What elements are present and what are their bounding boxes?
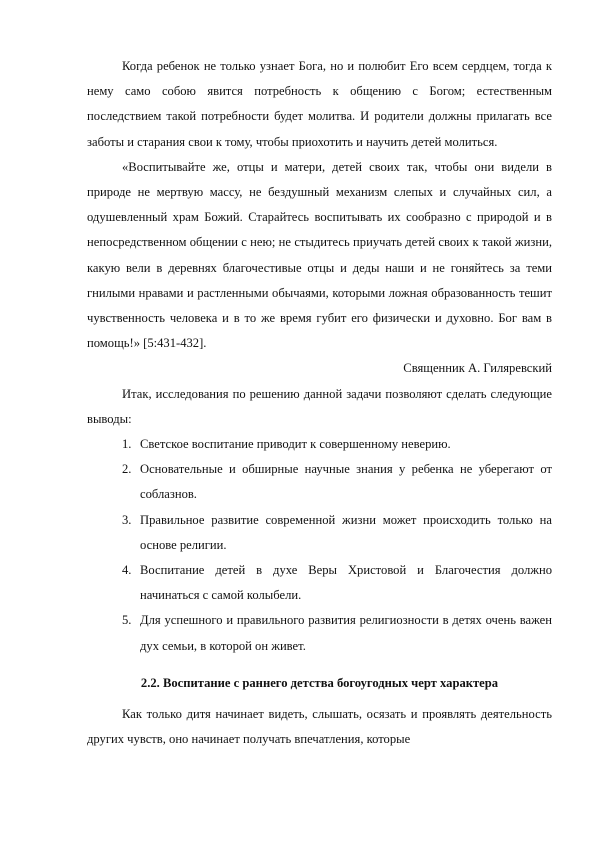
list-item: [87, 558, 552, 608]
list-item: [87, 508, 552, 558]
paragraph-prayer: Когда ребенок не только узнает Бога, но и полюбит Его всем сердцем, тогда к нему само собою явится потребность к общению с Богом; естественным последствием такой потребности будет молитва. И родители должны прилагать все заботы и старания свои к тому, чтобы приохотить и научить детей молиться.: [87, 59, 552, 149]
list-item-text: Основательные и обширные научные знания у ребенка не уберегают от соблазнов.: [140, 462, 552, 502]
paragraph-impressions: Как только дитя начинает видеть, слышать, осязать и проявлять деятельность других чувств, оно начинает получать впечатления, которые: [87, 707, 552, 747]
list-item: [87, 608, 552, 658]
list-item: [87, 432, 552, 457]
quote-paragraph: «Воспитывайте же, отцы и матери, детей своих так, чтобы они видели в природе не мертвую массу, не бездушный механизм слепых и случайных сил, а одушевленный храм Божий. Старайтесь воспитывать их сообразно с природой и в непосредственном общении с нею; не стыдитесь приучать детей своих к такой жизни, какую вели в деревнях благочестивые отцы и деды наши и не гоняйтесь за теми гнилыми нравами и растленными обычаями, которыми ложная образованность тешит чувственность человека и в то же время губит его физически и духовно. Бог вам в помощь!» [5:431-432].: [87, 159, 552, 351]
section-heading: 2.2. Воспитание с раннего детства богоугодных черт характера: [140, 675, 499, 690]
list-item-text: Светское воспитание приводит к совершенному неверию.: [140, 437, 451, 452]
list-item-number: 5.: [122, 613, 132, 628]
list-item-number: 3.: [122, 512, 132, 527]
list-item-number: 2.: [122, 462, 132, 477]
page-content: [87, 54, 552, 752]
list-item-number: 4.: [122, 563, 132, 578]
paragraph-conclusions-intro: Итак, исследования по решению данной задачи позволяют сделать следующие выводы:: [87, 386, 552, 426]
list-item-text: Правильное развитие современной жизни может происходить только на основе религии.: [140, 512, 552, 552]
quote-signature: Священник А. Гиляревский: [403, 361, 552, 376]
list-item: [87, 457, 552, 507]
list-item-number: 1.: [122, 437, 132, 452]
list-item-text: Для успешного и правильного развития религиозности в детях очень важен дух семьи, в которой он живет.: [140, 613, 552, 653]
conclusions-list: [87, 432, 552, 659]
list-item-text: Воспитание детей в духе Веры Христовой и Благочестия должно начинаться с самой колыбели.: [140, 563, 552, 603]
